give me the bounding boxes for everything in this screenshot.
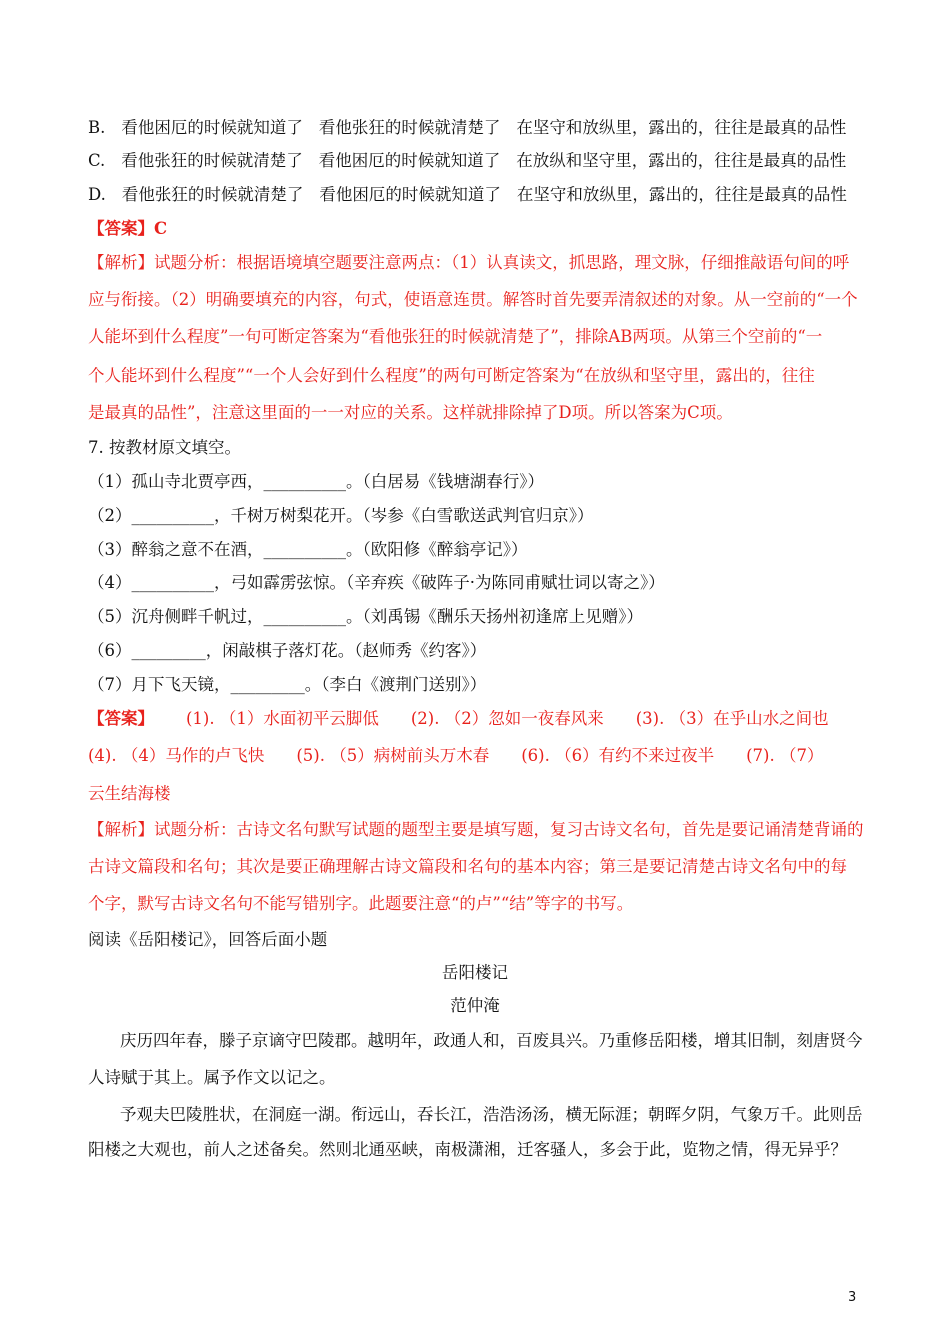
option-d: D. 看他张狂的时候就清楚了 看他困厄的时候就知道了 在坚守和放纵里，露出的，往往是最真的品性 — [88, 185, 847, 204]
q7-analysis-line: 个字，默写古诗文名句不能写错别字。此题要注意“的卢”“结”等字的书写。 — [88, 894, 634, 913]
q7-answer-line: 【答案】 (1). （1）水面初平云脚低 (2). （2）忽如一夜春风来 (3). （3）在乎山水之间也 — [88, 709, 829, 728]
q7-item: （4）__________，弓如霹雳弦惊。（辛弃疾《破阵子·为陈同甫赋壮词以寄之》） — [88, 573, 665, 592]
q6-analysis-line: 应与衔接。（2）明确要填充的内容，句式，使语意连贯。解答时首先要弄清叙述的对象。从一空前的“一个 — [88, 290, 858, 309]
option-b: B. 看他困厄的时候就知道了 看他张狂的时候就清楚了 在坚守和放纵里，露出的，往往是最真的品性 — [88, 118, 847, 137]
passage-line: 庆历四年春，滕子京谪守巴陵郡。越明年，政通人和，百废具兴。乃重修岳阳楼，增其旧制，刻唐贤今 — [120, 1031, 863, 1050]
passage-title: 岳阳楼记 — [442, 963, 508, 982]
q7-answer-line: 云生结海楼 — [88, 784, 171, 803]
q7-item: （6）_________，闲敲棋子落灯花。（赵师秀《约客》） — [88, 641, 487, 660]
q6-analysis-line: 人能坏到什么程度”一句可断定答案为“看他张狂的时候就清楚了”，排除AB两项。从第三个空前的“一 — [88, 327, 823, 346]
page-number: 3 — [848, 1290, 857, 1305]
reading-intro: 阅读《岳阳楼记》，回答后面小题 — [88, 930, 328, 949]
passage-line: 阳楼之大观也，前人之述备矣。然则北通巫峡，南极潇湘，迁客骚人，多会于此，览物之情，得无异乎？ — [88, 1140, 847, 1159]
passage-line: 人诗赋于其上。属予作文以记之。 — [88, 1068, 336, 1087]
q7-analysis-line: 古诗文篇段和名句；其次是要正确理解古诗文篇段和名句的基本内容；第三是要记清楚古诗文名句中的每 — [88, 857, 847, 876]
q7-item: （3）醉翁之意不在酒，__________。（欧阳修《醉翁亭记》） — [88, 540, 528, 559]
option-letter: C. — [88, 151, 106, 170]
q6-analysis-line: 个人能坏到什么程度”“一个人会好到什么程度”的两句可断定答案为“在放纵和坚守里，露出的，往往 — [88, 366, 815, 385]
q7-item: （5）沉舟侧畔千帆过，__________。（刘禹锡《酬乐天扬州初逢席上见赠》） — [88, 607, 643, 626]
option-letter: D. — [88, 185, 106, 204]
q7-title: 7. 按教材原文填空。 — [88, 438, 241, 457]
q6-answer: 【答案】C — [88, 219, 168, 238]
q7-analysis-line: 【解析】试题分析：古诗文名句默写试题的题型主要是填写题，复习古诗文名句，首先是要记诵清楚背诵的 — [88, 820, 864, 839]
option-letter: B. — [88, 118, 106, 137]
q6-analysis-line: 是最真的品性”，注意这里面的一一对应的关系。这样就排除掉了D项。所以答案为C项。 — [88, 403, 733, 422]
passage-line: 予观夫巴陵胜状，在洞庭一湖。衔远山，吞长江，浩浩汤汤，横无际涯；朝晖夕阴，气象万千。此则岳 — [120, 1105, 863, 1124]
q6-analysis-line: 【解析】试题分析：根据语境填空题要注意两点：（1）认真读文，抓思路，理文脉，仔细推敲语句间的呼 — [88, 253, 850, 272]
option-c: C. 看他张狂的时候就清楚了 看他困厄的时候就知道了 在放纵和坚守里，露出的，往往是最真的品性 — [88, 151, 847, 170]
q7-answer-line: (4). （4）马作的卢飞快 (5). （5）病树前头万木春 (6). （6）有约不来过夜半 (7). （7） — [88, 746, 824, 765]
q7-item: （2）__________，千树万树梨花开。（岑参《白雪歌送武判官归京》） — [88, 506, 594, 525]
q7-item: （7）月下飞天镜，_________。（李白《渡荆门送别》） — [88, 675, 487, 694]
passage-author: 范仲淹 — [450, 996, 500, 1015]
q7-item: （1）孤山寺北贾亭西，__________。（白居易《钱塘湖春行》） — [88, 472, 544, 491]
